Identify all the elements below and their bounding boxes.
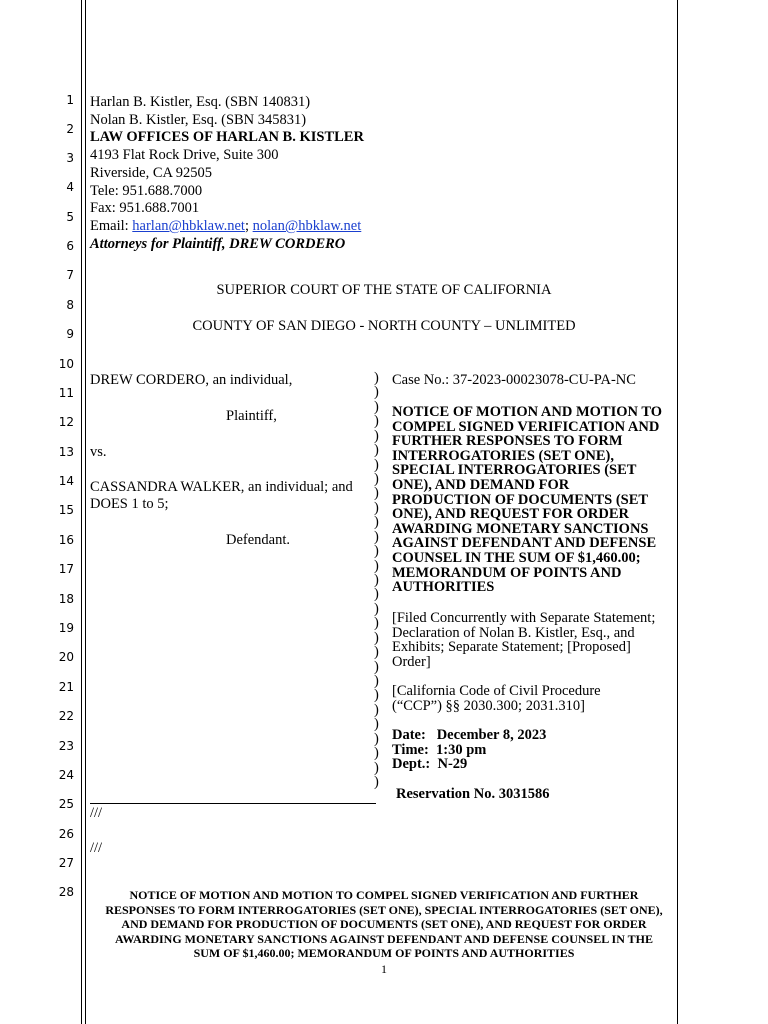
line-number: 25	[58, 797, 74, 811]
code-line: (“CCP”) §§ 2030.300; 2031.310]	[392, 697, 585, 714]
versus: vs.	[90, 444, 107, 460]
filed-concurrently	[392, 611, 677, 669]
page-number: 1	[381, 962, 387, 976]
footer-line: AND DEMAND FOR PRODUCTION OF DOCUMENTS (SET ONE), AND REQUEST FOR ORDER	[121, 917, 647, 932]
firm-email	[90, 218, 361, 236]
motion-title-line: ONE), AND DEMAND FOR	[392, 476, 570, 493]
line-number: 18	[58, 592, 74, 606]
line-number: 8	[66, 298, 74, 312]
line-number: 4	[66, 180, 74, 194]
case-number: Case No.: 37-2023-00023078-CU-PA-NC	[392, 372, 636, 388]
caption-paren: )	[374, 615, 379, 631]
firm-name: LAW OFFICES OF HARLAN B. KISTLER	[90, 129, 364, 145]
email-separator: ;	[244, 218, 253, 234]
caption-paren: )	[374, 774, 379, 790]
caption-paren: )	[374, 529, 379, 545]
caption-paren: )	[374, 673, 379, 689]
line-number: 21	[58, 680, 74, 694]
caption-paren: )	[374, 485, 379, 501]
line-number: 2	[66, 122, 74, 136]
hearing-info	[392, 728, 677, 772]
line-number: 28	[58, 885, 74, 899]
line-number: 15	[58, 503, 74, 517]
caption-paren: )	[374, 457, 379, 473]
code-line: [California Code of Civil Procedure	[392, 683, 601, 699]
attorney-line-1: Harlan B. Kistler, Esq. (SBN 140831)	[90, 94, 311, 110]
footer-line: AWARDING MONETARY SANCTIONS AGAINST DEFENDANT AND DEFENSE COUNSEL IN THE	[114, 931, 654, 946]
filed-line: Order]	[392, 653, 431, 670]
email-link-nolan[interactable]: nolan@hbklaw.net	[252, 218, 362, 234]
firm-address-2: Riverside, CA 92505	[90, 165, 213, 181]
filed-line: Exhibits; Separate Statement; [Proposed]	[392, 639, 631, 656]
line-number: 20	[58, 650, 74, 664]
defendant-role: Defendant.	[226, 532, 291, 548]
footer-line: SUM OF $1,460.00; MEMORANDUM OF POINTS AND AUTHORITIES	[193, 946, 575, 961]
caption-paren: )	[374, 572, 379, 588]
page-footer	[90, 888, 678, 961]
motion-title-line: COUNSEL IN THE SUM OF $1,460.00;	[392, 549, 641, 566]
line-number: 11	[58, 386, 74, 400]
line-number: 17	[58, 562, 74, 576]
continuation-marker-2: ///	[90, 840, 103, 856]
motion-title-line: NOTICE OF MOTION AND MOTION TO	[392, 404, 663, 420]
motion-title-line: FURTHER RESPONSES TO FORM	[392, 433, 623, 450]
motion-title-line: PRODUCTION OF DOCUMENTS (SET	[392, 491, 649, 508]
caption-paren: )	[374, 370, 379, 386]
line-number: 13	[58, 445, 74, 459]
caption-paren: )	[374, 745, 379, 761]
caption-paren: )	[374, 760, 379, 776]
defendant-name-1: CASSANDRA WALKER, an individual; and	[90, 479, 353, 495]
line-number: 26	[58, 827, 74, 841]
attorneys-for: Attorneys for Plaintiff, DREW CORDERO	[90, 236, 346, 252]
motion-title-line: INTERROGATORIES (SET ONE),	[392, 447, 614, 464]
continuation-marker-1: ///	[90, 805, 103, 821]
motion-title-line: MEMORANDUM OF POINTS AND	[392, 564, 622, 581]
firm-fax: Fax: 951.688.7001	[90, 200, 200, 216]
motion-title-line: AWARDING MONETARY SANCTIONS	[392, 520, 649, 537]
code-reference	[392, 684, 677, 713]
filed-line: Declaration of Nolan B. Kistler, Esq., and	[392, 624, 635, 641]
caption-paren: )	[374, 428, 379, 444]
motion-title-line: SPECIAL INTERROGATORIES (SET	[392, 462, 637, 479]
line-number: 7	[66, 268, 74, 282]
line-number: 22	[58, 709, 74, 723]
caption-paren: )	[374, 558, 379, 574]
left-margin-rule-outer	[81, 0, 82, 1024]
caption-paren: )	[374, 731, 379, 747]
firm-telephone: Tele: 951.688.7000	[90, 183, 203, 199]
caption-paren: )	[374, 442, 379, 458]
footer-line: NOTICE OF MOTION AND MOTION TO COMPEL SIGNED VERIFICATION AND FURTHER	[129, 888, 639, 902]
caption-bottom-rule	[90, 803, 376, 804]
motion-title-line: ONE), AND REQUEST FOR ORDER	[392, 506, 629, 523]
line-number: 19	[58, 621, 74, 635]
footer-line: RESPONSES TO FORM INTERROGATORIES (SET ONE), SPECIAL INTERROGATORIES (SET ONE),	[105, 902, 663, 917]
line-number: 9	[66, 327, 74, 341]
right-margin-rule	[677, 0, 678, 1024]
line-number: 24	[58, 768, 74, 782]
court-name: SUPERIOR COURT OF THE STATE OF CALIFORNIA	[216, 282, 552, 298]
email-link-harlan[interactable]: harlan@hbklaw.net	[132, 218, 245, 234]
motion-title-line: COMPEL SIGNED VERIFICATION AND	[392, 418, 660, 435]
hearing-time: Time: 1:30 pm	[392, 741, 487, 758]
filed-line: [Filed Concurrently with Separate Statement;	[392, 610, 656, 626]
caption-paren: )	[374, 716, 379, 732]
caption-paren: )	[374, 702, 379, 718]
line-number: 10	[58, 357, 74, 371]
plaintiff-name: DREW CORDERO, an individual,	[90, 372, 293, 388]
line-number: 5	[66, 210, 74, 224]
caption-paren: )	[374, 543, 379, 559]
line-number: 6	[66, 239, 74, 253]
defendant-name-2: DOES 1 to 5;	[90, 496, 169, 512]
caption-paren: )	[374, 644, 379, 660]
plaintiff-role: Plaintiff,	[226, 408, 277, 424]
attorney-line-2: Nolan B. Kistler, Esq. (SBN 345831)	[90, 112, 307, 128]
line-number: 16	[58, 533, 74, 547]
left-margin-rule-inner	[85, 0, 86, 1024]
line-number: 14	[58, 474, 74, 488]
caption-paren: )	[374, 586, 379, 602]
caption-paren: )	[374, 399, 379, 415]
caption-paren: )	[374, 687, 379, 703]
email-label: Email:	[90, 218, 133, 234]
motion-title	[392, 405, 677, 595]
caption-paren: )	[374, 514, 379, 530]
motion-title-line: AGAINST DEFENDANT AND DEFENSE	[392, 535, 657, 552]
line-number: 12	[58, 415, 74, 429]
line-number: 1	[66, 93, 74, 107]
caption-paren: )	[374, 384, 379, 400]
caption-paren: )	[374, 471, 379, 487]
motion-title-line: AUTHORITIES	[392, 579, 495, 596]
caption-paren: )	[374, 630, 379, 646]
line-number: 23	[58, 739, 74, 753]
caption-paren: )	[374, 500, 379, 516]
caption-paren: )	[374, 601, 379, 617]
court-county: COUNTY OF SAN DIEGO - NORTH COUNTY – UNLIMITED	[192, 318, 576, 334]
caption-paren: )	[374, 413, 379, 429]
hearing-date: Date: December 8, 2023	[392, 727, 547, 743]
firm-address-1: 4193 Flat Rock Drive, Suite 300	[90, 147, 279, 163]
hearing-dept: Dept.: N-29	[392, 756, 468, 773]
line-number: 27	[58, 856, 74, 870]
reservation-number: Reservation No. 3031586	[396, 786, 550, 802]
line-number: 3	[66, 151, 74, 165]
caption-paren: )	[374, 659, 379, 675]
